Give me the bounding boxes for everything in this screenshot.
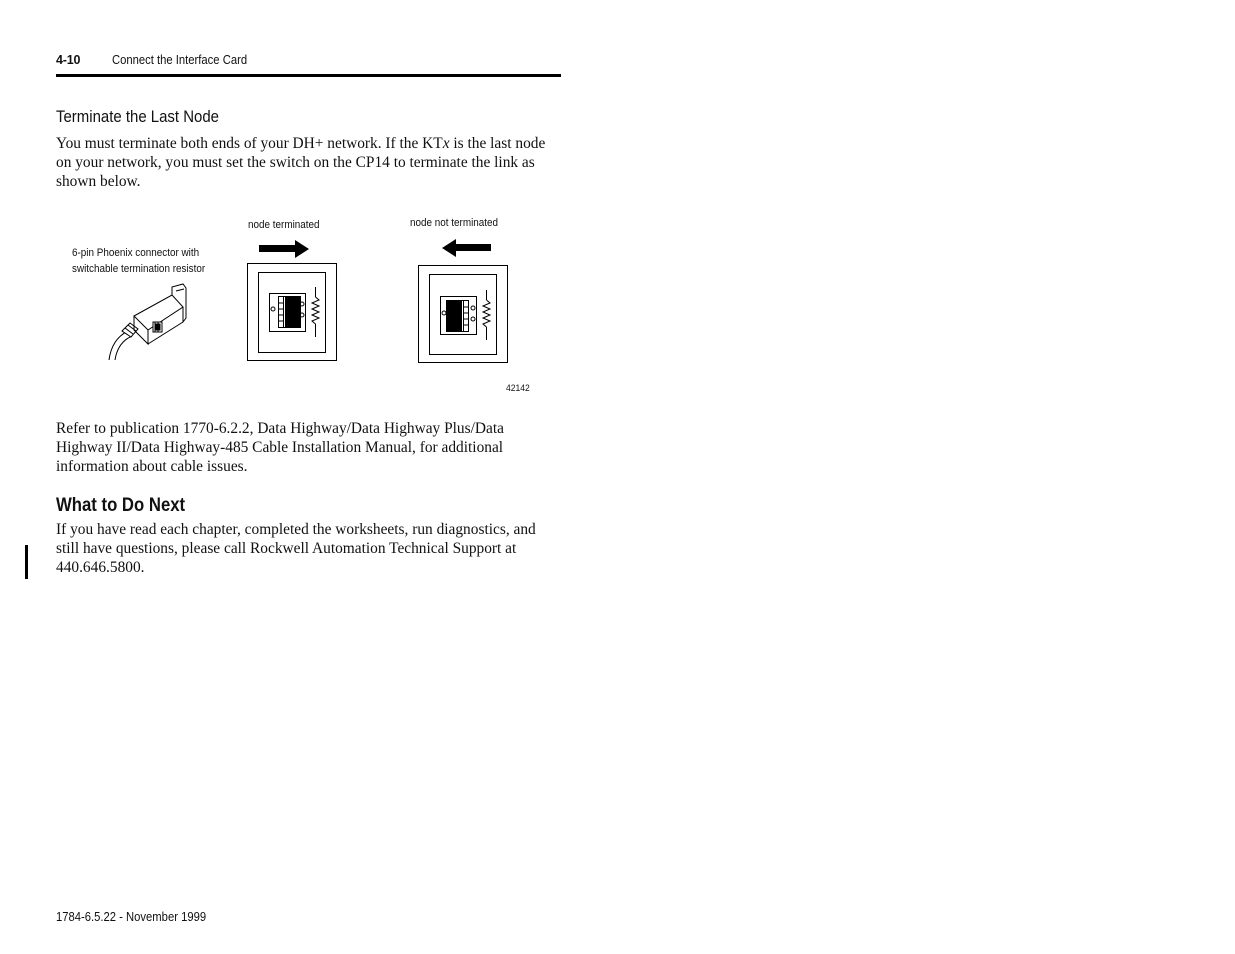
terminate-text-1: You must terminate both ends of your DH+ network. If the KT <box>56 135 443 152</box>
node-not-terminated-label: node not terminated <box>410 217 499 229</box>
arrow-right-icon <box>259 240 309 258</box>
refer-paragraph: Refer to publication 1770-6.2.2, Data Highway/Data Highway Plus/Data Highway II/Data Highway-485 Cable Installation Manual, for additional information about cable issues. <box>56 420 504 475</box>
terminated-switch-diagram <box>248 264 337 361</box>
section-heading-next: What to Do Next <box>56 495 186 516</box>
arrow-left-icon <box>442 239 491 257</box>
chapter-title: Connect the Interface Card <box>112 53 248 67</box>
figure-number: 42142 <box>506 383 530 394</box>
node-terminated-label: node terminated <box>248 219 320 231</box>
not-terminated-switch-diagram <box>419 266 508 363</box>
next-paragraph: If you have read each chapter, completed the worksheets, run diagnostics, and still have questions, please call Rockwell Automation Technical Support at 440.646.5800. <box>56 521 536 576</box>
terminate-text-2: is the last node on your network, you must set the switch on the CP14 to terminate the link as shown below. <box>56 135 546 190</box>
page-number: 4-10 <box>56 53 81 67</box>
change-bar <box>25 545 28 579</box>
connector-label-line2: switchable termination resistor <box>72 263 206 275</box>
section-heading-terminate: Terminate the Last Node <box>56 107 219 126</box>
terminate-text-italic: x <box>442 135 450 152</box>
publication-footer: 1784-6.5.22 - November 1999 <box>56 910 207 924</box>
connector-label-line1: 6-pin Phoenix connector with <box>72 247 200 259</box>
phoenix-connector-icon <box>109 284 186 360</box>
